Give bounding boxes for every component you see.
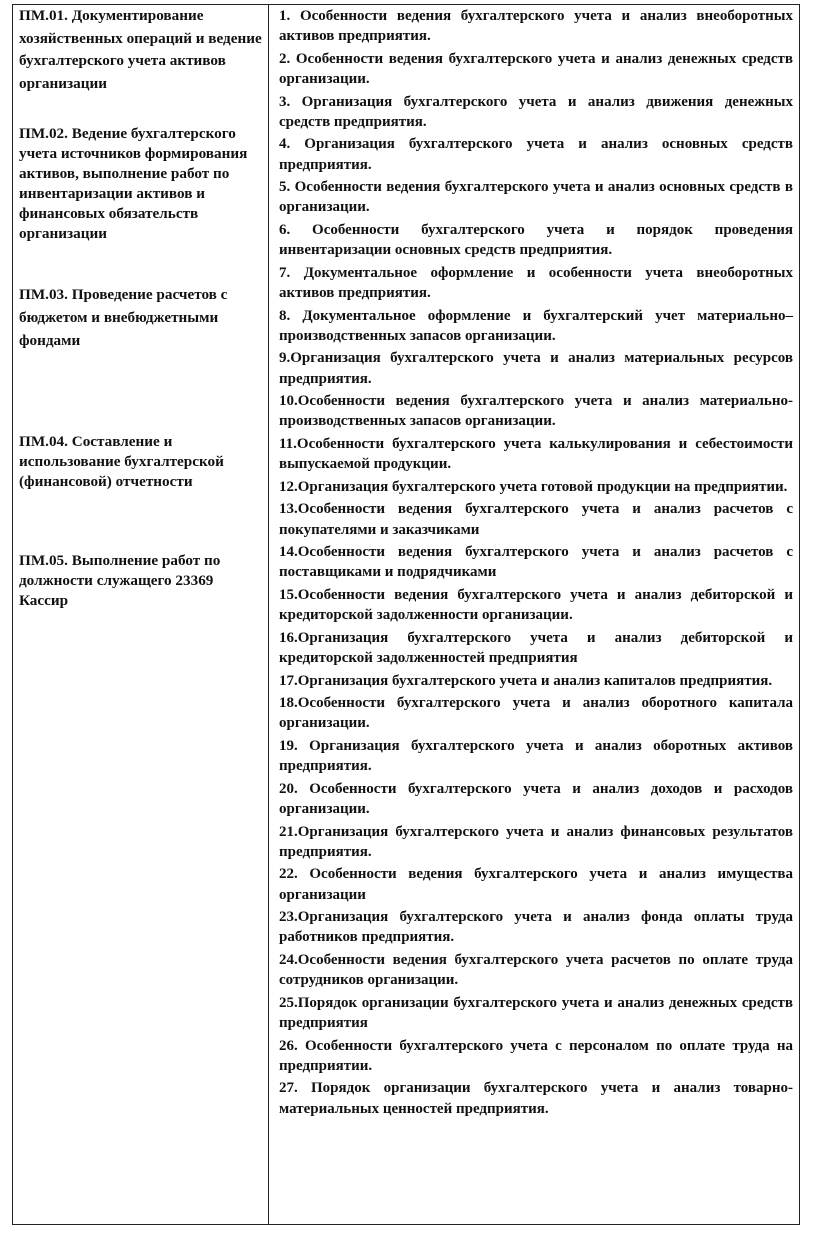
topic-item: 11.Особенности бухгалтерского учета калькулирования и себестоимости выпускаемой продукции. [279,435,793,473]
modules-topics-table [12,4,800,1225]
topic-item: 1. Особенности ведения бухгалтерского учета и анализ внеоборотных активов предприятия. [279,8,793,45]
topic-item: 22. Особенности ведения бухгалтерского учета и анализ имущества организации [279,866,793,903]
topic-item: 18.Особенности бухгалтерского учета и анализ оборотного капитала организации. [279,695,793,732]
topic-item: 6. Особенности бухгалтерского учета и порядок проведения инвентаризации основных средств предприятия. [279,221,793,259]
module-pm04: ПМ.04. Составление и использование бухгалтерской (финансовой) отчетности [19,433,224,491]
topic-item: 14.Особенности ведения бухгалтерского учета и анализ расчетов с поставщиками и подрядчиками [279,544,793,581]
module-pm05: ПМ.05. Выполнение работ по должности служащего 23369 Кассир [19,552,221,610]
topic-item: 5. Особенности ведения бухгалтерского учета и анализ основных средств в организации. [279,179,793,216]
modules-column [13,5,269,1224]
topic-item: 8. Документальное оформление и бухгалтерский учет материально–производственных запасов организации. [279,307,793,344]
topic-item: 7. Документальное оформление и особенности учета внеоборотных активов предприятия. [279,264,793,301]
topic-item: 21.Организация бухгалтерского учета и анализ финансовых результатов предприятия. [279,823,793,860]
topic-item: 19. Организация бухгалтерского учета и анализ оборотных активов предприятия. [279,737,793,775]
topic-item: 12.Организация бухгалтерского учета готовой продукции на предприятии. [279,478,788,495]
topic-item: 26. Особенности бухгалтерского учета с персоналом по оплате труда на предприятии. [279,1037,793,1074]
topic-item: 3. Организация бухгалтерского учета и анализ движения денежных средств предприятия. [279,93,793,130]
topics-column [269,5,799,1224]
module-pm01: ПМ.01. Документирование хозяйственных операций и ведение бухгалтерского учета активов организации [19,7,262,92]
module-pm03: ПМ.03. Проведение расчетов с бюджетом и внебюджетными фондами [19,286,228,349]
topic-item: 20. Особенности бухгалтерского учета и анализ доходов и расходов организации. [279,780,793,817]
topic-item: 13.Особенности ведения бухгалтерского учета и анализ расчетов с покупателями и заказчиками [279,501,793,538]
topic-item: 24.Особенности ведения бухгалтерского учета расчетов по оплате труда сотрудников организации. [279,951,793,989]
topic-item: 9.Организация бухгалтерского учета и анализ материальных ресурсов предприятия. [279,350,793,387]
topic-item: 27. Порядок организации бухгалтерского учета и анализ товарно-материальных ценностей предприятия. [279,1080,793,1117]
topic-item: 16.Организация бухгалтерского учета и анализ дебиторской и кредиторской задолженностей предприятия [279,629,793,666]
topic-item: 25.Порядок организации бухгалтерского учета и анализ денежных средств предприятия [279,994,793,1031]
topic-item: 17.Организация бухгалтерского учета и анализ капиталов предприятия. [279,672,773,689]
module-pm02: ПМ.02. Ведение бухгалтерского учета источников формирования активов, выполнение работ по инвентаризации активов и финансовых обязательств организации [19,125,248,243]
topic-item: 10.Особенности ведения бухгалтерского учета и анализ материально-производственных запасов организации. [279,393,793,430]
topic-item: 2. Особенности ведения бухгалтерского учета и анализ денежных средств организации. [279,50,793,87]
topic-item: 4. Организация бухгалтерского учета и анализ основных средств предприятия. [279,136,793,173]
topic-item: 15.Особенности ведения бухгалтерского учета и анализ дебиторской и кредиторской задолженности организации. [279,586,793,624]
topic-item: 23.Организация бухгалтерского учета и анализ фонда оплаты труда работников предприятия. [279,909,793,946]
